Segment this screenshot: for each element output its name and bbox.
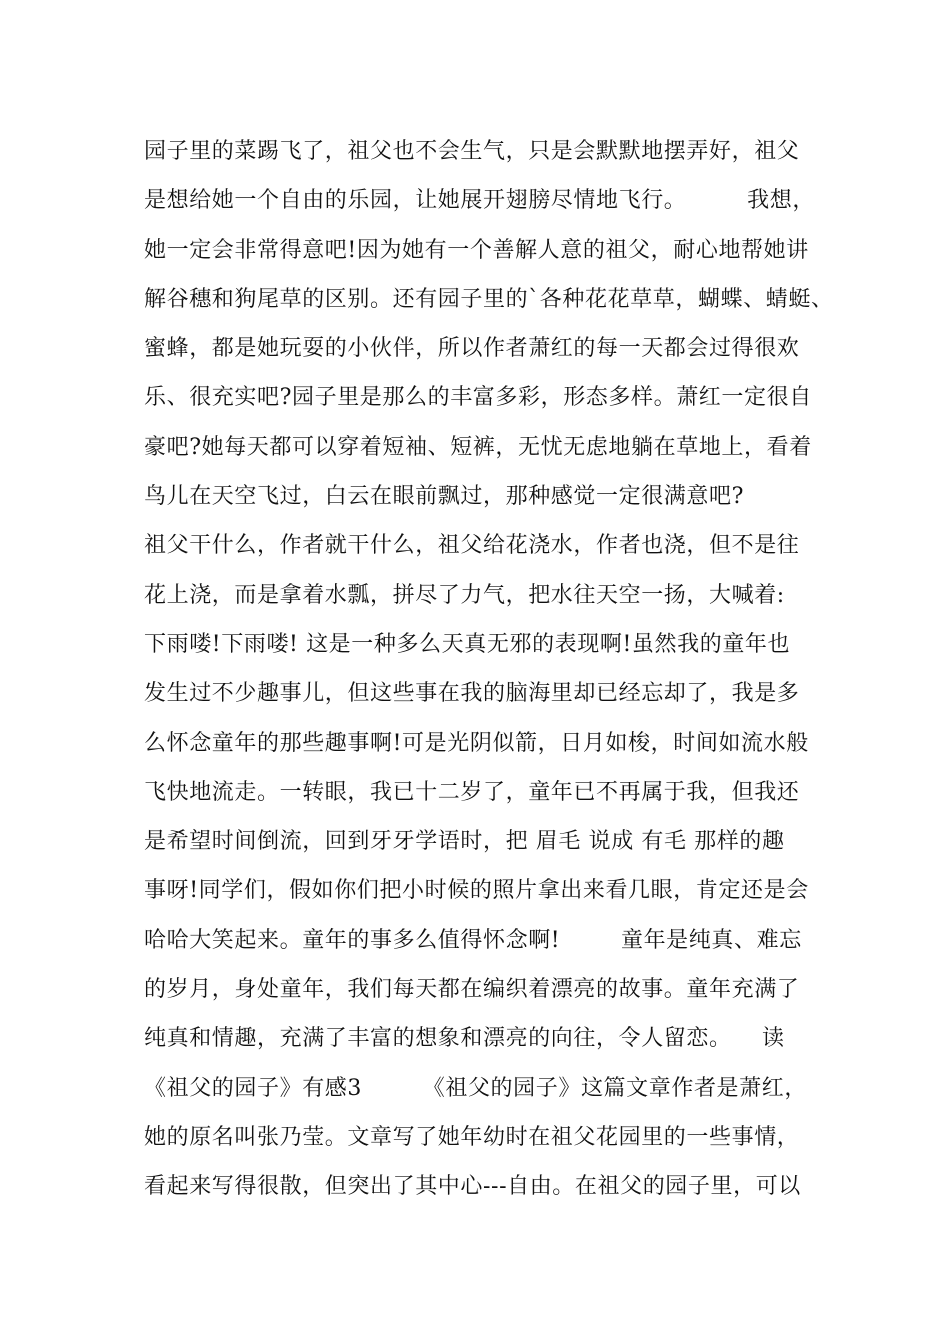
text-line-16: 事呀!同学们，假如你们把小时候的照片拿出来看几眼，肯定还是会 (144, 878, 809, 904)
text-line-4: 解谷穗和狗尾草的区别。还有园子里的`各种花花草草，蝴蝶、蜻蜓、 (144, 286, 834, 312)
text-line-15: 是希望时间倒流，回到牙牙学语时，把 眉毛 说成 有毛 那样的趣 (144, 829, 785, 855)
body-text (144, 127, 844, 1212)
text-line-18: 的岁月，身处童年，我们每天都在编织着漂亮的故事。童年充满了 (144, 977, 800, 1003)
text-line-12: 发生过不少趣事儿，但这些事在我的脑海里却已经忘却了，我是多 (144, 681, 800, 707)
text-line-17: 哈哈大笑起来。童年的事多么值得怀念啊! 童年是纯真、难忘 (144, 927, 802, 953)
text-line-7: 豪吧?她每天都可以穿着短袖、短裤，无忧无虑地躺在草地上，看着 (144, 434, 812, 460)
text-line-22: 看起来写得很散，但突出了其中心---自由。在祖父的园子里，可以 (144, 1174, 801, 1200)
text-line-19: 纯真和情趣，充满了丰富的想象和漂亮的向往，令人留恋。 读 (144, 1026, 785, 1052)
text-line-10: 花上浇，而是拿着水瓢，拼尽了力气，把水往天空一扬，大喊着: (144, 582, 785, 608)
text-line-21: 她的原名叫张乃莹。文章写了她年幼时在祖父花园里的一些事情， (144, 1124, 800, 1150)
text-line-9: 祖父干什么，作者就干什么，祖父给花浇水，作者也浇，但不是往 (144, 533, 800, 559)
text-line-2: 是想给她一个自由的乐园，让她展开翅膀尽情地飞行。 我想， (144, 188, 815, 214)
text-line-6: 乐、很充实吧?园子里是那么的丰富多彩，形态多样。萧红一定很自 (144, 385, 812, 411)
text-line-20: 《祖父的园子》有感3 《祖父的园子》这篇文章作者是萧红， (144, 1075, 807, 1101)
text-line-5: 蜜蜂，都是她玩耍的小伙伴，所以作者萧红的每一天都会过得很欢 (144, 336, 800, 362)
text-line-13: 么怀念童年的那些趣事啊!可是光阴似箭，日月如梭，时间如流水般 (144, 730, 809, 756)
text-line-11: 下雨喽!下雨喽! 这是一种多么天真无邪的表现啊!虽然我的童年也 (144, 631, 791, 657)
text-line-1: 园子里的菜踢飞了，祖父也不会生气，只是会默默地摆弄好，祖父 (144, 139, 800, 164)
text-line-3: 她一定会非常得意吧!因为她有一个善解人意的祖父，耐心地帮她讲 (144, 237, 809, 263)
text-line-8: 鸟儿在天空飞过，白云在眼前飘过，那种感觉一定很满意吧? (144, 484, 744, 510)
text-line-14: 飞快地流走。一转眼，我已十二岁了，童年已不再属于我，但我还 (144, 779, 800, 805)
